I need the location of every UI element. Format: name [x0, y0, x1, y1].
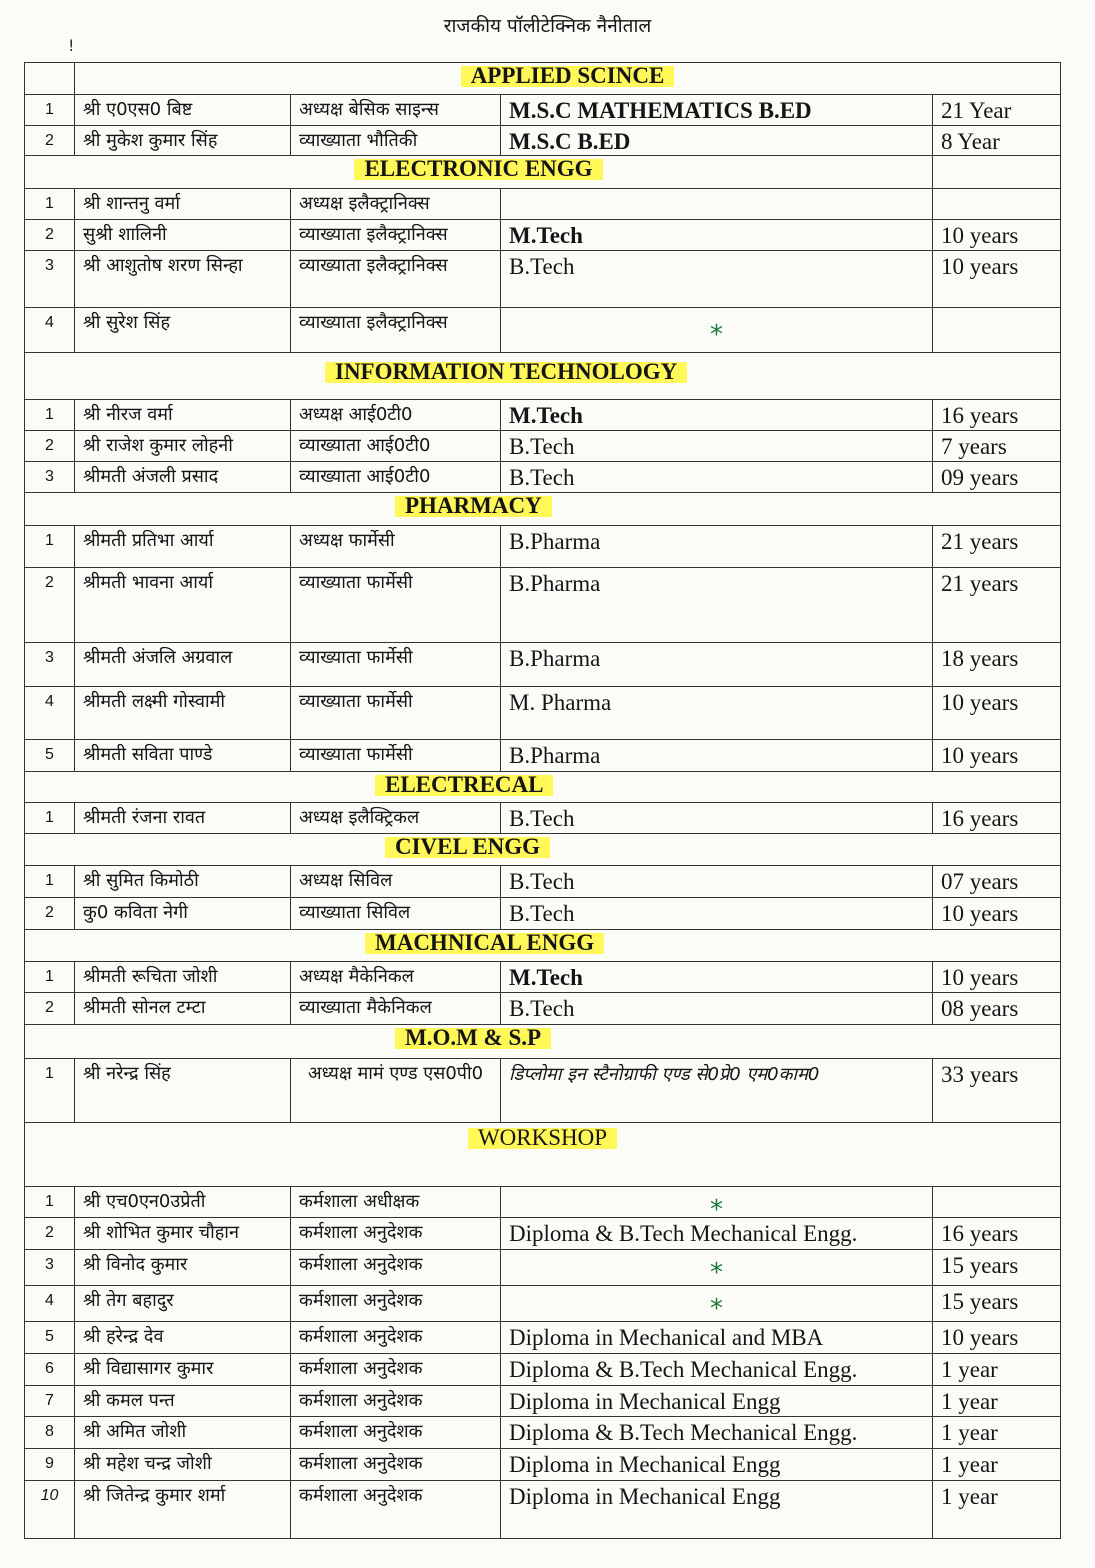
experience: 07 years: [933, 866, 1061, 898]
staff-name: श्रीमती प्रतिभा आर्या: [75, 526, 291, 568]
staff-post: व्याख्याता इलैक्ट्रानिक्स: [291, 251, 501, 308]
staff-name: श्री एच0एन0उप्रेती: [75, 1187, 291, 1218]
staff-name: श्री विनोद कुमार: [75, 1250, 291, 1286]
experience: 16 years: [933, 1218, 1061, 1250]
table-row: [25, 962, 1061, 993]
experience: 16 years: [933, 400, 1061, 431]
row-number: 4: [25, 687, 75, 740]
experience: 16 years: [933, 803, 1061, 834]
staff-post: कर्मशाला अनुदेशक: [291, 1449, 501, 1481]
qualification: Diploma in Mechanical Engg: [501, 1449, 933, 1481]
experience: 10 years: [933, 740, 1061, 772]
staff-name: श्री सुमित किमोठी: [75, 866, 291, 898]
row-number: 2: [25, 431, 75, 462]
section-title: MACHNICAL ENGG: [365, 930, 604, 955]
experience: 1 year: [933, 1449, 1061, 1481]
table-row: [25, 1322, 1061, 1354]
staff-name: श्री शान्तनु वर्मा: [75, 189, 291, 220]
staff-name: श्री सुरेश सिंह: [75, 308, 291, 353]
qualification: B.Tech: [501, 251, 933, 308]
row-number: 2: [25, 993, 75, 1025]
section-title: ELECTRECAL: [375, 772, 553, 797]
row-number: 1: [25, 803, 75, 834]
table-row: [25, 740, 1061, 772]
table-row: [25, 431, 1061, 462]
table-row: [25, 1354, 1061, 1386]
qualification: [501, 1187, 933, 1218]
table-row: [25, 95, 1061, 126]
staff-post: अध्यक्ष इलैक्ट्रिकल: [291, 803, 501, 834]
margin-tick: !: [68, 36, 75, 55]
table-row: [25, 803, 1061, 834]
qualification: B.Tech: [501, 993, 933, 1025]
qualification: M.Tech: [501, 962, 933, 993]
handwritten-mark-icon: ⁎: [710, 312, 723, 342]
table-row: [25, 898, 1061, 930]
staff-name: श्रीमती सोनल टम्टा: [75, 993, 291, 1025]
staff-name: श्री आशुतोष शरण सिन्हा: [75, 251, 291, 308]
staff-post: अध्यक्ष सिविल: [291, 866, 501, 898]
experience: [933, 1187, 1061, 1218]
staff-post: व्याख्याता भौतिकी: [291, 126, 501, 156]
table-row: [25, 1481, 1061, 1539]
table-row: [25, 643, 1061, 687]
experience: 10 years: [933, 251, 1061, 308]
experience: 10 years: [933, 220, 1061, 251]
section-header: [25, 63, 1061, 95]
section-title: CIVEL ENGG: [385, 834, 550, 859]
table-row: [25, 1059, 1061, 1123]
table-row: [25, 220, 1061, 251]
row-number: 1: [25, 526, 75, 568]
qualification: M.Tech: [501, 220, 933, 251]
staff-name: श्री ए0एस0 बिष्ट: [75, 95, 291, 126]
staff-name: श्री हरेन्द्र देव: [75, 1322, 291, 1354]
staff-name: श्रीमती भावना आर्या: [75, 568, 291, 643]
section-header: [25, 1025, 1061, 1059]
experience: [933, 308, 1061, 353]
staff-post: व्याख्याता फार्मेसी: [291, 687, 501, 740]
document-title: राजकीय पॉलीटेक्निक नैनीताल: [443, 15, 652, 37]
qualification: M.Tech: [501, 400, 933, 431]
row-number: 2: [25, 1218, 75, 1250]
row-number: 1: [25, 962, 75, 993]
staff-name: श्रीमती सविता पाण्डे: [75, 740, 291, 772]
row-number: 2: [25, 568, 75, 643]
staff-post: कर्मशाला अनुदेशक: [291, 1218, 501, 1250]
row-number: 1: [25, 95, 75, 126]
qualification: Diploma & B.Tech Mechanical Engg.: [501, 1417, 933, 1449]
experience: 21 years: [933, 568, 1061, 643]
row-number: 1: [25, 189, 75, 220]
qualification: B.Tech: [501, 898, 933, 930]
section-title: ELECTRONIC ENGG: [354, 156, 602, 181]
row-number: 2: [25, 126, 75, 156]
staff-name: श्री शोभित कुमार चौहान: [75, 1218, 291, 1250]
staff-post: अध्यक्ष बेसिक साइन्स: [291, 95, 501, 126]
row-number: 2: [25, 898, 75, 930]
staff-post: कर्मशाला अनुदेशक: [291, 1417, 501, 1449]
experience: 1 year: [933, 1386, 1061, 1417]
row-number: 2: [25, 220, 75, 251]
handwritten-mark-icon: ⁎: [710, 1187, 723, 1217]
staff-name: श्रीमती रूचिता जोशी: [75, 962, 291, 993]
row-number: 3: [25, 643, 75, 687]
staff-post: कर्मशाला अधीक्षक: [291, 1187, 501, 1218]
section-title: WORKSHOP: [468, 1125, 617, 1150]
row-number: 7: [25, 1386, 75, 1417]
qualification: B.Tech: [501, 462, 933, 493]
section-title: APPLIED SCINCE: [461, 63, 675, 88]
section-header: [25, 834, 1061, 866]
table-row: [25, 526, 1061, 568]
experience: 1 year: [933, 1354, 1061, 1386]
staff-post: अध्यक्ष मामं एण्ड एस0पी0: [291, 1059, 501, 1123]
staff-post: व्याख्याता फार्मेसी: [291, 568, 501, 643]
staff-post: अध्यक्ष फार्मेसी: [291, 526, 501, 568]
section-header: [25, 772, 1061, 803]
staff-post: अध्यक्ष मैकेनिकल: [291, 962, 501, 993]
staff-post: कर्मशाला अनुदेशक: [291, 1354, 501, 1386]
qualification: [501, 308, 933, 353]
staff-name: श्री नीरज वर्मा: [75, 400, 291, 431]
row-number: 1: [25, 1187, 75, 1218]
row-number: 3: [25, 1250, 75, 1286]
qualification: B.Pharma: [501, 526, 933, 568]
experience: 8 Year: [933, 126, 1061, 156]
qualification: Diploma in Mechanical Engg: [501, 1386, 933, 1417]
table-row: [25, 251, 1061, 308]
qualification: B.Tech: [501, 803, 933, 834]
qualification: Diploma in Mechanical and MBA: [501, 1322, 933, 1354]
table-row: [25, 1386, 1061, 1417]
section-header: [25, 353, 1061, 400]
experience: 21 Year: [933, 95, 1061, 126]
staff-post: व्याख्याता फार्मेसी: [291, 740, 501, 772]
table-row: [25, 400, 1061, 431]
experience: 10 years: [933, 962, 1061, 993]
section-title: PHARMACY: [395, 493, 552, 518]
staff-name: श्री तेग बहादुर: [75, 1286, 291, 1322]
staff-post: व्याख्याता मैकेनिकल: [291, 993, 501, 1025]
experience: 7 years: [933, 431, 1061, 462]
handwritten-mark-icon: ⁎: [710, 1286, 723, 1316]
table-row: [25, 1449, 1061, 1481]
qualification: [501, 1286, 933, 1322]
table-row: [25, 687, 1061, 740]
experience: 33 years: [933, 1059, 1061, 1123]
table-row: [25, 462, 1061, 493]
experience: 10 years: [933, 898, 1061, 930]
staff-name: कु0 कविता नेगी: [75, 898, 291, 930]
section-header: [25, 493, 1061, 526]
qualification: Diploma & B.Tech Mechanical Engg.: [501, 1218, 933, 1250]
qualification: B.Pharma: [501, 643, 933, 687]
experience: 09 years: [933, 462, 1061, 493]
section-header: [25, 1123, 1061, 1187]
section-title: M.O.M & S.P: [395, 1025, 551, 1050]
staff-name: श्री विद्यासागर कुमार: [75, 1354, 291, 1386]
qualification: B.Pharma: [501, 740, 933, 772]
staff-post: कर्मशाला अनुदेशक: [291, 1481, 501, 1539]
table-row: [25, 1250, 1061, 1286]
staff-name: श्री महेश चन्द्र जोशी: [75, 1449, 291, 1481]
qualification: B.Tech: [501, 431, 933, 462]
row-number: 9: [25, 1449, 75, 1481]
staff-name: श्री मुकेश कुमार सिंह: [75, 126, 291, 156]
row-number: 4: [25, 1286, 75, 1322]
staff-name: श्री नरेन्द्र सिंह: [75, 1059, 291, 1123]
qualification: Diploma & B.Tech Mechanical Engg.: [501, 1354, 933, 1386]
staff-post: कर्मशाला अनुदेशक: [291, 1250, 501, 1286]
table-row: [25, 1417, 1061, 1449]
qualification: B.Tech: [501, 866, 933, 898]
staff-post: कर्मशाला अनुदेशक: [291, 1286, 501, 1322]
qualification: डिप्लोमा इन स्टैनोग्राफी एण्ड से0प्रे0 एम0काम0: [501, 1059, 933, 1123]
experience: 15 years: [933, 1250, 1061, 1286]
experience: [933, 189, 1061, 220]
staff-name: श्रीमती लक्ष्मी गोस्वामी: [75, 687, 291, 740]
section-header: [25, 930, 1061, 962]
row-number: 1: [25, 400, 75, 431]
qualification: [501, 189, 933, 220]
row-number: 3: [25, 462, 75, 493]
experience: 1 year: [933, 1481, 1061, 1539]
experience: 10 years: [933, 1322, 1061, 1354]
row-number: 8: [25, 1417, 75, 1449]
staff-name: श्री जितेन्द्र कुमार शर्मा: [75, 1481, 291, 1539]
experience: 08 years: [933, 993, 1061, 1025]
staff-name: सुश्री शालिनी: [75, 220, 291, 251]
qualification: M.S.C B.ED: [501, 126, 933, 156]
table-row: [25, 126, 1061, 156]
staff-post: व्याख्याता फार्मेसी: [291, 643, 501, 687]
staff-name: श्री कमल पन्त: [75, 1386, 291, 1417]
qualification: Diploma in Mechanical Engg: [501, 1481, 933, 1539]
staff-name: श्रीमती अंजलि अग्रवाल: [75, 643, 291, 687]
table-row: [25, 993, 1061, 1025]
table-row: [25, 308, 1061, 353]
staff-post: कर्मशाला अनुदेशक: [291, 1386, 501, 1417]
staff-name: श्रीमती रंजना रावत: [75, 803, 291, 834]
qualification: M. Pharma: [501, 687, 933, 740]
row-number: 5: [25, 740, 75, 772]
staff-name: श्रीमती अंजली प्रसाद: [75, 462, 291, 493]
table-row: [25, 568, 1061, 643]
experience: 18 years: [933, 643, 1061, 687]
qualification: [501, 1250, 933, 1286]
experience: 1 year: [933, 1417, 1061, 1449]
staff-post: व्याख्याता इलैक्ट्रानिक्स: [291, 220, 501, 251]
qualification: B.Pharma: [501, 568, 933, 643]
qualification: M.S.C MATHEMATICS B.ED: [501, 95, 933, 126]
staff-post: व्याख्याता आई0टी0: [291, 431, 501, 462]
table-row: [25, 866, 1061, 898]
row-number: 1: [25, 1059, 75, 1123]
staff-post: व्याख्याता आई0टी0: [291, 462, 501, 493]
row-number: 10: [25, 1481, 75, 1539]
experience: 21 years: [933, 526, 1061, 568]
row-number: 6: [25, 1354, 75, 1386]
experience: 10 years: [933, 687, 1061, 740]
table-row: [25, 1218, 1061, 1250]
row-number: 4: [25, 308, 75, 353]
section-title: INFORMATION TECHNOLOGY: [325, 359, 687, 384]
staff-post: व्याख्याता सिविल: [291, 898, 501, 930]
experience: 15 years: [933, 1286, 1061, 1322]
table-row: [25, 189, 1061, 220]
staff-post: अध्यक्ष इलैक्ट्रानिक्स: [291, 189, 501, 220]
staff-post: अध्यक्ष आई0टी0: [291, 400, 501, 431]
staff-post: व्याख्याता इलैक्ट्रानिक्स: [291, 308, 501, 353]
faculty-table: [24, 62, 1061, 1539]
staff-post: कर्मशाला अनुदेशक: [291, 1322, 501, 1354]
table-row: [25, 1187, 1061, 1218]
row-number: 1: [25, 866, 75, 898]
row-number: 5: [25, 1322, 75, 1354]
staff-name: श्री राजेश कुमार लोहनी: [75, 431, 291, 462]
handwritten-mark-icon: ⁎: [710, 1250, 723, 1280]
staff-name: श्री अमित जोशी: [75, 1417, 291, 1449]
row-number: 3: [25, 251, 75, 308]
section-header: [25, 156, 1061, 189]
table-row: [25, 1286, 1061, 1322]
